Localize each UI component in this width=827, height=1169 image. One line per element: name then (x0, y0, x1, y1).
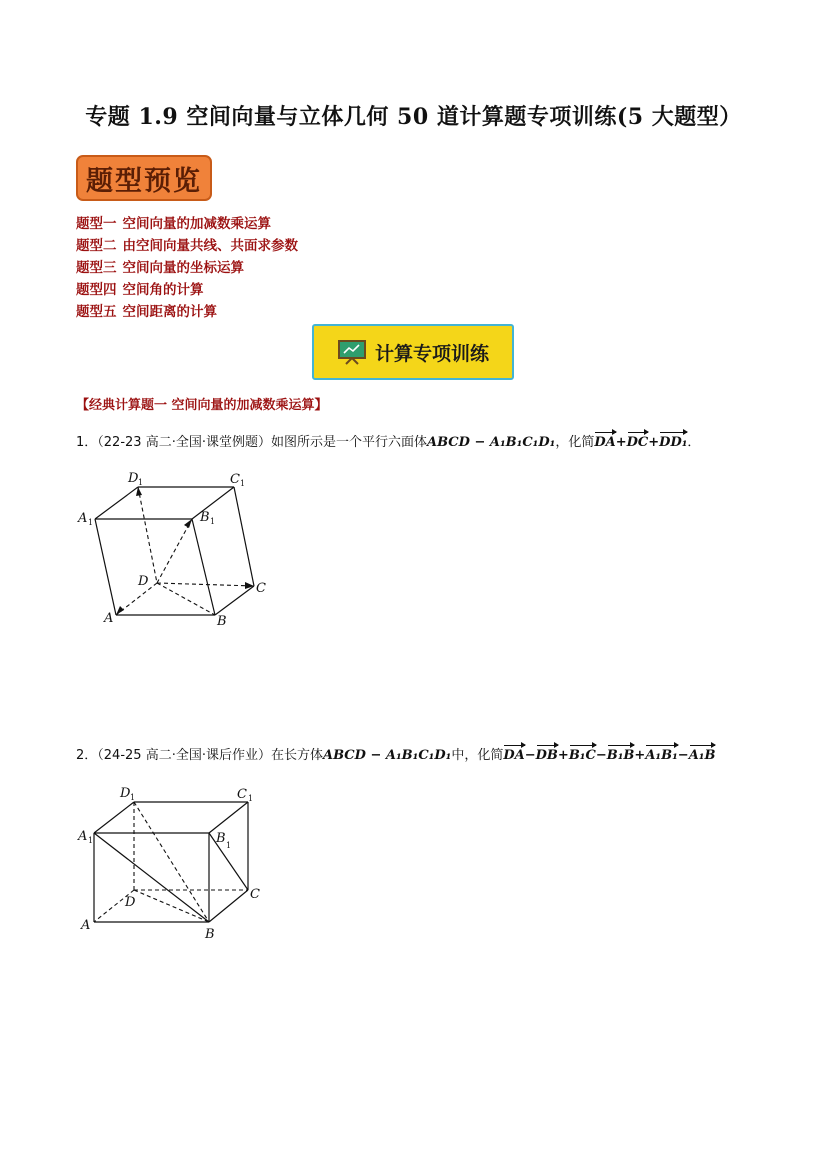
vector: B₁B (606, 748, 635, 763)
question-type-item: 题型一 空间向量的加减数乘运算 (76, 216, 271, 232)
section-heading: 【经典计算题一 空间向量的加减数乘运算】 (76, 398, 328, 413)
page-title: 专题 1.9 空间向量与立体几何 50 道计算题专项训练(5 大题型） (85, 104, 742, 130)
svg-text:1: 1 (248, 794, 254, 803)
label-d: D (125, 895, 136, 910)
vector: DB (535, 748, 558, 763)
banner-label: 计算专项训练 (374, 342, 489, 365)
svg-text:1: 1 (210, 517, 216, 526)
label-b: B (205, 927, 215, 942)
label-d1: D (120, 786, 131, 801)
vector: A₁B (688, 748, 716, 763)
label-c1: C (237, 787, 247, 802)
svg-text:1: 1 (88, 836, 94, 845)
cuboid-figure (76, 780, 276, 954)
label-c1: C (230, 472, 240, 487)
label-c: C (256, 581, 266, 596)
question-type-item: 题型四 空间角的计算 (76, 282, 204, 298)
label-d: D (138, 574, 149, 589)
vector: DC (626, 435, 649, 450)
training-banner (312, 324, 514, 380)
question-type-item: 题型五 空间距离的计算 (76, 304, 217, 320)
vector: DA (594, 435, 616, 450)
label-c: C (250, 887, 260, 902)
vector: B₁C (568, 748, 596, 763)
question-1: 1．（22-23 高二·全国·课堂例题）如图所示是一个平行六面体ABCD − A₁B₁C₁D₁，化简DA+DC+DD₁． (76, 435, 701, 450)
label-d1: D (128, 471, 139, 486)
svg-text:1: 1 (130, 793, 136, 802)
question-type-item: 题型三 空间向量的坐标运算 (76, 260, 244, 276)
question-type-list (76, 213, 298, 323)
label-a1: A (78, 511, 88, 526)
vector: DA (503, 748, 525, 763)
question-type-item: 题型二 由空间向量共线、共面求参数 (76, 238, 298, 254)
blackboard-icon (337, 339, 367, 365)
vector: DD₁ (659, 435, 688, 450)
svg-text:1: 1 (226, 841, 232, 850)
parallelepiped-figure (76, 462, 276, 636)
svg-text:1: 1 (240, 479, 246, 488)
label-a1: A (78, 829, 88, 844)
label-b1: B (216, 831, 226, 846)
label-b: B (217, 614, 227, 629)
label-b1: B (200, 510, 210, 525)
label-a: A (81, 918, 91, 933)
svg-text:1: 1 (88, 518, 94, 527)
question-2: 2．（24-25 高二·全国·课后作业）在长方体ABCD − A₁B₁C₁D₁中，化简DA−DB+B₁C−B₁B+A₁B₁−A₁B (76, 748, 716, 763)
solid-name: ABCD − A₁B₁C₁D₁ (322, 748, 452, 763)
solid-name: ABCD − A₁B₁C₁D₁ (426, 435, 556, 450)
question-types-badge: 题型预览 (76, 155, 212, 201)
label-a: A (104, 611, 114, 626)
vector: A₁B₁ (645, 748, 678, 763)
svg-text:1: 1 (138, 478, 144, 487)
